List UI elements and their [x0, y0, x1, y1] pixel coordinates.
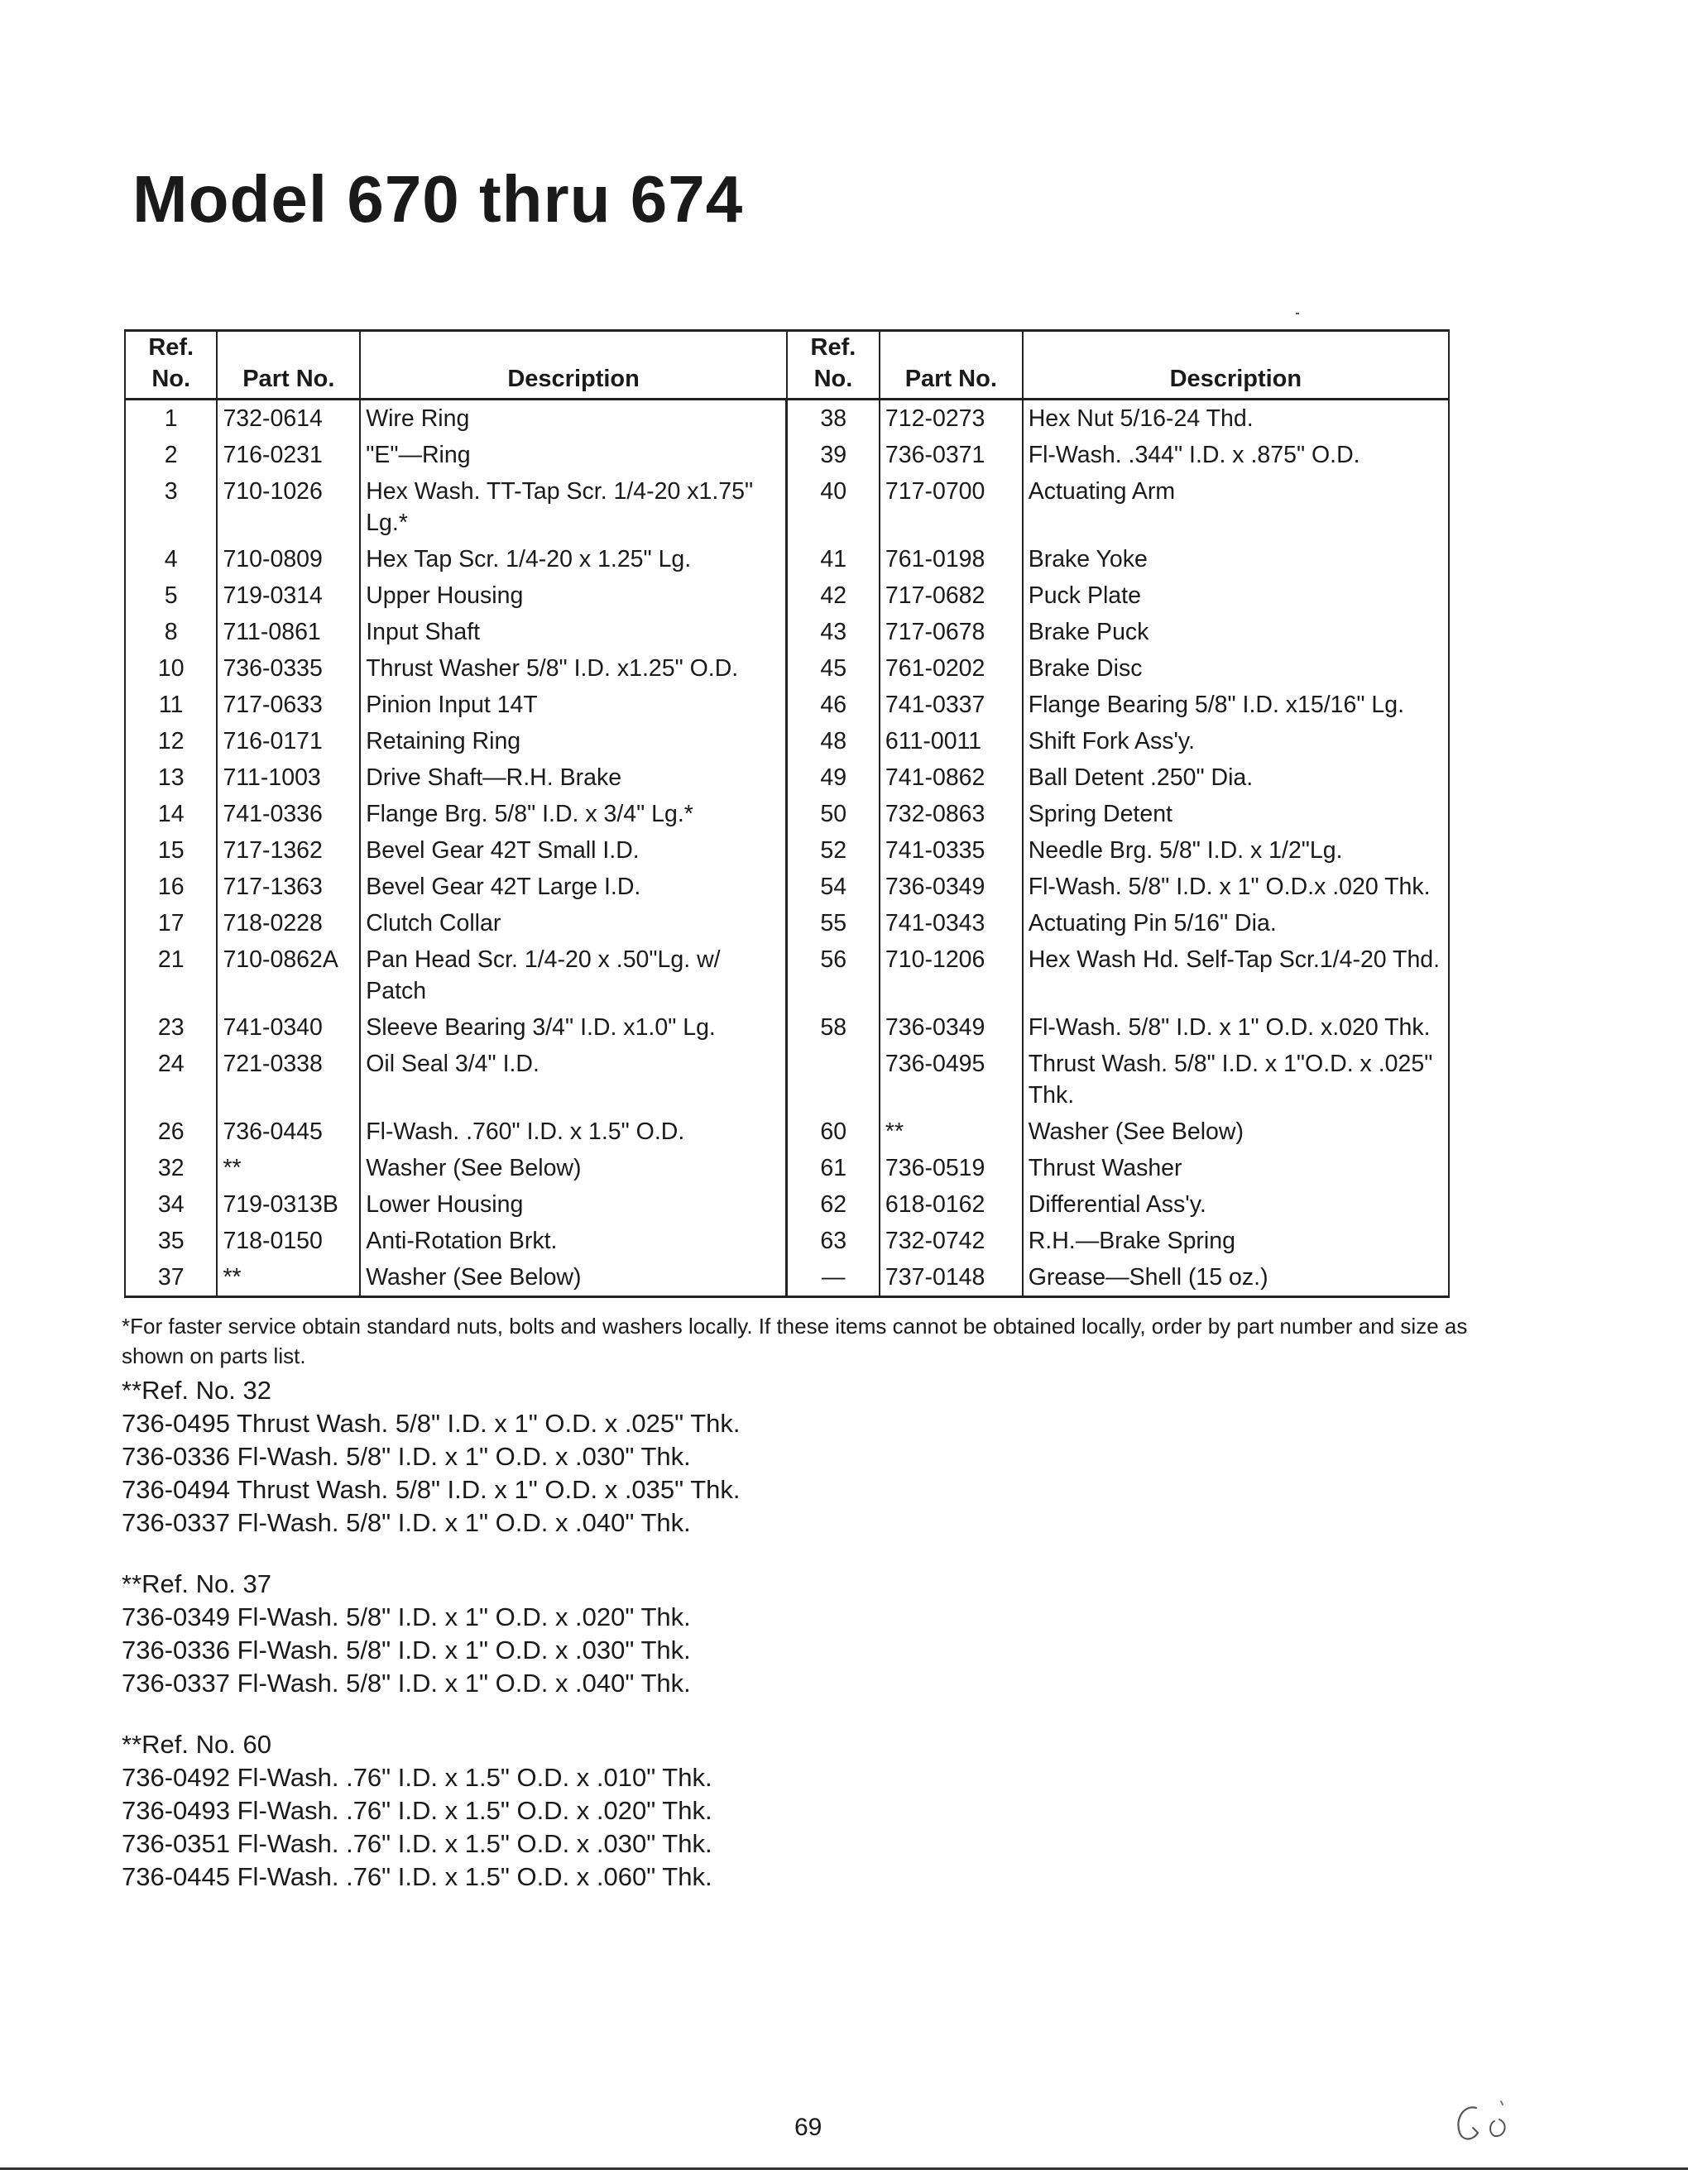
ref32-line: 736-0337 Fl-Wash. 5/8" I.D. x 1" O.D. x .040" Thk. — [122, 1508, 691, 1537]
description-cell: R.H.—Brake Spring — [1023, 1223, 1449, 1259]
description-cell: Wire Ring — [360, 400, 787, 438]
table-row — [125, 1186, 1449, 1223]
ref-no-cell: 43 — [787, 614, 880, 650]
ref-no-cell: 54 — [787, 869, 880, 905]
part-no-cell: 711-0861 — [217, 614, 360, 650]
part-no-cell: 718-0150 — [217, 1223, 360, 1259]
description-cell: Flange Brg. 5/8" I.D. x 3/4" Lg.* — [360, 796, 787, 832]
ref-no-cell: 21 — [125, 941, 217, 1009]
part-no-cell: 732-0614 — [217, 400, 360, 438]
description-cell: Clutch Collar — [360, 905, 787, 941]
ref-no-cell: 2 — [125, 437, 217, 473]
ref-no-cell: 14 — [125, 796, 217, 832]
part-no-cell: 736-0349 — [880, 869, 1023, 905]
ref37-block — [122, 1568, 1528, 1700]
part-no-cell: 717-1362 — [217, 832, 360, 869]
ref-no-cell — [787, 1046, 880, 1114]
ref-no-cell: 15 — [125, 832, 217, 869]
ref32-line: 736-0336 Fl-Wash. 5/8" I.D. x 1" O.D. x .030" Thk. — [122, 1442, 691, 1471]
description-cell: Brake Puck — [1023, 614, 1449, 650]
ref-no-cell: 39 — [787, 437, 880, 473]
part-no-cell: 736-0371 — [880, 437, 1023, 473]
scan-speck — [1296, 313, 1299, 314]
table-row — [125, 1114, 1449, 1150]
table-row — [125, 905, 1449, 941]
description-cell: Lower Housing — [360, 1186, 787, 1223]
header-ref-line2: No. — [813, 366, 853, 392]
notes-section — [122, 1311, 1528, 1894]
description-cell: Brake Disc — [1023, 650, 1449, 687]
part-no-cell: 736-0445 — [217, 1114, 360, 1150]
description-cell: Anti-Rotation Brkt. — [360, 1223, 787, 1259]
ref37-heading: **Ref. No. 37 — [122, 1569, 271, 1598]
part-no-cell: 741-0343 — [880, 905, 1023, 941]
table-row — [125, 687, 1449, 723]
description-cell: Sleeve Bearing 3/4" I.D. x1.0" Lg. — [360, 1009, 787, 1046]
table-row — [125, 437, 1449, 473]
ref-no-cell: 41 — [787, 541, 880, 577]
ref-no-cell: 35 — [125, 1223, 217, 1259]
ref-no-cell: 61 — [787, 1150, 880, 1186]
table-row — [125, 1259, 1449, 1297]
ref-no-cell: 23 — [125, 1009, 217, 1046]
description-cell: Thrust Washer 5/8" I.D. x1.25" O.D. — [360, 650, 787, 687]
description-cell: Washer (See Below) — [360, 1259, 787, 1297]
table-row — [125, 650, 1449, 687]
description-cell: Brake Yoke — [1023, 541, 1449, 577]
table-row — [125, 1046, 1449, 1114]
part-no-cell: 721-0338 — [217, 1046, 360, 1114]
ref-no-cell: 11 — [125, 687, 217, 723]
part-no-cell: 716-0231 — [217, 437, 360, 473]
description-cell: Retaining Ring — [360, 723, 787, 759]
description-cell: Drive Shaft—R.H. Brake — [360, 759, 787, 796]
description-cell: Oil Seal 3/4" I.D. — [360, 1046, 787, 1114]
part-no-cell: 712-0273 — [880, 400, 1023, 438]
ref-no-cell: 8 — [125, 614, 217, 650]
part-no-cell: 719-0313B — [217, 1186, 360, 1223]
ref60-block — [122, 1728, 1528, 1894]
description-cell: Flange Bearing 5/8" I.D. x15/16" Lg. — [1023, 687, 1449, 723]
table-header-row — [125, 331, 1449, 400]
table-row — [125, 1223, 1449, 1259]
table-row — [125, 614, 1449, 650]
part-no-cell: 741-0862 — [880, 759, 1023, 796]
description-cell: Bevel Gear 42T Small I.D. — [360, 832, 787, 869]
ref32-line: 736-0494 Thrust Wash. 5/8" I.D. x 1" O.D. x .035" Thk. — [122, 1475, 741, 1504]
ref-no-cell: 16 — [125, 869, 217, 905]
description-cell: Hex Nut 5/16-24 Thd. — [1023, 400, 1449, 438]
parts-table — [124, 329, 1450, 1298]
part-no-cell: 736-0495 — [880, 1046, 1023, 1114]
ref-no-cell: 24 — [125, 1046, 217, 1114]
description-cell: Hex Tap Scr. 1/4-20 x 1.25" Lg. — [360, 541, 787, 577]
ref-no-cell: 40 — [787, 473, 880, 541]
description-cell: Hex Wash. TT-Tap Scr. 1/4-20 x1.75" Lg.* — [360, 473, 787, 541]
description-cell: Fl-Wash. .344" I.D. x .875" O.D. — [1023, 437, 1449, 473]
ref32-line: 736-0495 Thrust Wash. 5/8" I.D. x 1" O.D. x .025" Thk. — [122, 1409, 741, 1438]
part-no-cell: 741-0337 — [880, 687, 1023, 723]
description-cell: Puck Plate — [1023, 577, 1449, 614]
description-cell: Fl-Wash. 5/8" I.D. x 1" O.D. x.020 Thk. — [1023, 1009, 1449, 1046]
ref-no-cell: 45 — [787, 650, 880, 687]
ref37-line: 736-0337 Fl-Wash. 5/8" I.D. x 1" O.D. x .040" Thk. — [122, 1669, 691, 1698]
table-row — [125, 796, 1449, 832]
part-no-cell: 710-1026 — [217, 473, 360, 541]
ref-no-cell: 3 — [125, 473, 217, 541]
part-no-cell: 717-0633 — [217, 687, 360, 723]
part-no-cell: 736-0335 — [217, 650, 360, 687]
header-ref-line1: Ref. — [810, 334, 856, 361]
description-cell: Bevel Gear 42T Large I.D. — [360, 869, 787, 905]
ref-no-cell: 17 — [125, 905, 217, 941]
table-row — [125, 473, 1449, 541]
ref37-line: 736-0349 Fl-Wash. 5/8" I.D. x 1" O.D. x .020" Thk. — [122, 1602, 691, 1631]
part-no-cell: 611-0011 — [880, 723, 1023, 759]
part-no-cell: 732-0863 — [880, 796, 1023, 832]
description-cell: Pinion Input 14T — [360, 687, 787, 723]
ref60-line: 736-0492 Fl-Wash. .76" I.D. x 1.5" O.D. x .010" Thk. — [122, 1763, 712, 1792]
ref-no-cell: 62 — [787, 1186, 880, 1223]
description-cell: Fl-Wash. 5/8" I.D. x 1" O.D.x .020 Thk. — [1023, 869, 1449, 905]
ref60-line: 736-0351 Fl-Wash. .76" I.D. x 1.5" O.D. x .030" Thk. — [122, 1829, 712, 1858]
part-no-cell: 711-1003 — [217, 759, 360, 796]
ref-no-cell: 37 — [125, 1259, 217, 1297]
header-part-right: Part No. — [880, 331, 1023, 400]
page-bottom-rule — [0, 2167, 1688, 2170]
table-row — [125, 723, 1449, 759]
header-ref-right — [787, 331, 880, 400]
part-no-cell: 717-0700 — [880, 473, 1023, 541]
ref-no-cell: 46 — [787, 687, 880, 723]
ref32-block — [122, 1374, 1528, 1540]
part-no-cell: 741-0335 — [880, 832, 1023, 869]
description-cell: Fl-Wash. .760" I.D. x 1.5" O.D. — [360, 1114, 787, 1150]
table-row — [125, 1009, 1449, 1046]
part-no-cell: ** — [217, 1259, 360, 1297]
table-row — [125, 759, 1449, 796]
page-number: 69 — [794, 2114, 822, 2141]
part-no-cell: 737-0148 — [880, 1259, 1023, 1297]
part-no-cell: 717-0678 — [880, 614, 1023, 650]
header-desc-right: Description — [1023, 331, 1449, 400]
part-no-cell: 736-0519 — [880, 1150, 1023, 1186]
description-cell: Washer (See Below) — [360, 1150, 787, 1186]
description-cell: Shift Fork Ass'y. — [1023, 723, 1449, 759]
ref-no-cell: 1 — [125, 400, 217, 438]
description-cell: Washer (See Below) — [1023, 1114, 1449, 1150]
ref-no-cell: 32 — [125, 1150, 217, 1186]
header-ref-line1: Ref. — [148, 334, 194, 361]
part-no-cell: 717-0682 — [880, 577, 1023, 614]
part-no-cell: 716-0171 — [217, 723, 360, 759]
header-ref-line2: No. — [151, 366, 191, 392]
part-no-cell: 710-0809 — [217, 541, 360, 577]
part-no-cell: 710-0862A — [217, 941, 360, 1009]
part-no-cell: 736-0349 — [880, 1009, 1023, 1046]
description-cell: "E"—Ring — [360, 437, 787, 473]
description-cell: Thrust Wash. 5/8" I.D. x 1"O.D. x .025" Thk. — [1023, 1046, 1449, 1114]
table-row — [125, 941, 1449, 1009]
ref60-line: 736-0445 Fl-Wash. .76" I.D. x 1.5" O.D. x .060" Thk. — [122, 1862, 712, 1891]
ref-no-cell: 49 — [787, 759, 880, 796]
ref-no-cell: 42 — [787, 577, 880, 614]
description-cell: Thrust Washer — [1023, 1150, 1449, 1186]
description-cell: Needle Brg. 5/8" I.D. x 1/2"Lg. — [1023, 832, 1449, 869]
ref-no-cell: 5 — [125, 577, 217, 614]
ref-no-cell: 50 — [787, 796, 880, 832]
description-cell: Input Shaft — [360, 614, 787, 650]
ref-no-cell: 13 — [125, 759, 217, 796]
part-no-cell: 761-0202 — [880, 650, 1023, 687]
handwritten-initials-mark — [1448, 2093, 1523, 2151]
ref-no-cell: 56 — [787, 941, 880, 1009]
description-cell: Differential Ass'y. — [1023, 1186, 1449, 1223]
part-no-cell: 717-1363 — [217, 869, 360, 905]
table-body — [125, 400, 1449, 1297]
table-row — [125, 869, 1449, 905]
ref-no-cell: 38 — [787, 400, 880, 438]
ref-no-cell: 60 — [787, 1114, 880, 1150]
part-no-cell: 718-0228 — [217, 905, 360, 941]
part-no-cell: 732-0742 — [880, 1223, 1023, 1259]
ref60-heading: **Ref. No. 60 — [122, 1730, 271, 1759]
table-row — [125, 541, 1449, 577]
header-desc-left: Description — [360, 331, 787, 400]
ref-no-cell: 4 — [125, 541, 217, 577]
ref32-heading: **Ref. No. 32 — [122, 1376, 271, 1405]
ref60-line: 736-0493 Fl-Wash. .76" I.D. x 1.5" O.D. x .020" Thk. — [122, 1796, 712, 1825]
part-no-cell: 741-0340 — [217, 1009, 360, 1046]
ref-no-cell: 12 — [125, 723, 217, 759]
description-cell: Grease—Shell (15 oz.) — [1023, 1259, 1449, 1297]
part-no-cell: 710-1206 — [880, 941, 1023, 1009]
header-ref-left — [125, 331, 217, 400]
table-row — [125, 577, 1449, 614]
page-title: Model 670 thru 674 — [132, 162, 744, 236]
ref-no-cell: 10 — [125, 650, 217, 687]
table-row — [125, 1150, 1449, 1186]
part-no-cell: 741-0336 — [217, 796, 360, 832]
ref-no-cell: 58 — [787, 1009, 880, 1046]
description-cell: Hex Wash Hd. Self-Tap Scr.1/4-20 Thd. — [1023, 941, 1449, 1009]
local-purchase-note: *For faster service obtain standard nuts, bolts and washers locally. If these items cannot be obtained locally, order by part number and size as shown on parts list. — [122, 1314, 1468, 1368]
part-no-cell: 761-0198 — [880, 541, 1023, 577]
ref-no-cell: 52 — [787, 832, 880, 869]
part-no-cell: 719-0314 — [217, 577, 360, 614]
table-row — [125, 400, 1449, 438]
ref-no-cell: 63 — [787, 1223, 880, 1259]
table-row — [125, 832, 1449, 869]
description-cell: Actuating Arm — [1023, 473, 1449, 541]
ref-no-cell: 48 — [787, 723, 880, 759]
part-no-cell: ** — [217, 1150, 360, 1186]
part-no-cell: ** — [880, 1114, 1023, 1150]
description-cell: Upper Housing — [360, 577, 787, 614]
ref-no-cell: 26 — [125, 1114, 217, 1150]
ref-no-cell: 55 — [787, 905, 880, 941]
ref-no-cell: — — [787, 1259, 880, 1297]
description-cell: Spring Detent — [1023, 796, 1449, 832]
description-cell: Pan Head Scr. 1/4-20 x .50"Lg. w/ Patch — [360, 941, 787, 1009]
part-no-cell: 618-0162 — [880, 1186, 1023, 1223]
ref37-line: 736-0336 Fl-Wash. 5/8" I.D. x 1" O.D. x .030" Thk. — [122, 1636, 691, 1664]
header-part-left: Part No. — [217, 331, 360, 400]
ref-no-cell: 34 — [125, 1186, 217, 1223]
description-cell: Actuating Pin 5/16" Dia. — [1023, 905, 1449, 941]
description-cell: Ball Detent .250" Dia. — [1023, 759, 1449, 796]
